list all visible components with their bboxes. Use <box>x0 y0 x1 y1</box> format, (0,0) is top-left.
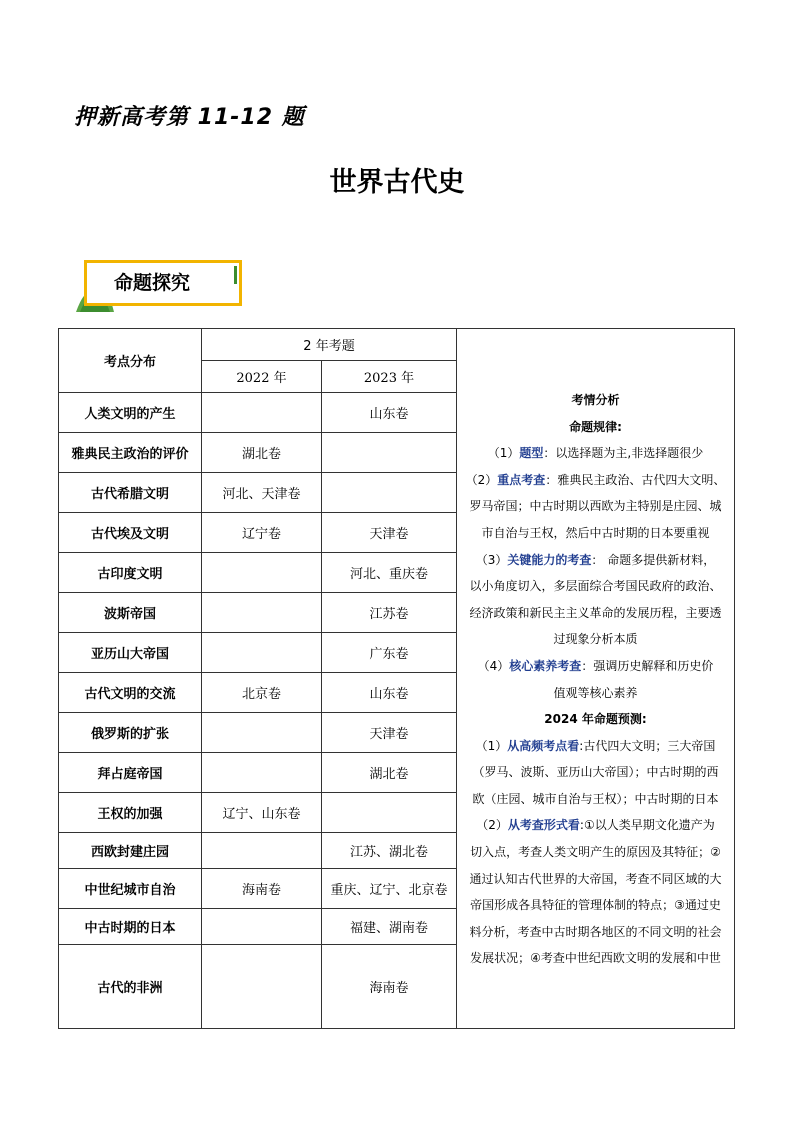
topic-cell: 俄罗斯的扩张 <box>59 713 202 753</box>
topic-cell: 古代希腊文明 <box>59 473 202 513</box>
rule-3-cont: 经济政策和新民主主义革命的发展历程，主要透 <box>469 605 722 620</box>
predict-heading: 2024 年命题预测: <box>544 712 647 727</box>
y2022-cell <box>202 393 322 433</box>
y2022-cell <box>202 945 322 1029</box>
predict-2-cont: 通过认知古代世界的大帝国，考查不同区域的大 <box>469 871 722 886</box>
analysis-cell <box>457 329 735 1029</box>
y2022-cell <box>202 633 322 673</box>
col-topic-header: 考点分布 <box>59 329 202 393</box>
topic-cell: 中古时期的日本 <box>59 909 202 945</box>
predict-1-cont: 欧（庄园、城市自治与王权）；中古时期的日本 <box>472 791 719 806</box>
y2023-cell: 广东卷 <box>322 633 457 673</box>
predict-2-cont: 料分析，考查中古时期各地区的不同文明的社会 <box>469 924 722 939</box>
predict-1: （1）从高频考点看:古代四大文明；三大帝国 <box>475 738 716 753</box>
predict-2: （2）从考查形式看:①以人类早期文化遗产为 <box>476 818 715 833</box>
topic-cell: 古代文明的交流 <box>59 673 202 713</box>
y2023-cell: 天津卷 <box>322 513 457 553</box>
y2023-cell: 福建、湖南卷 <box>322 909 457 945</box>
predict-1-cont: （罗马、波斯、亚历山大帝国）；中古时期的西 <box>472 765 719 780</box>
y2022-cell: 河北、天津卷 <box>202 473 322 513</box>
y2022-cell: 湖北卷 <box>202 433 322 473</box>
topic-cell: 亚历山大帝国 <box>59 633 202 673</box>
topic-cell: 古代的非洲 <box>59 945 202 1029</box>
y2023-cell: 海南卷 <box>322 945 457 1029</box>
y2023-cell <box>322 793 457 833</box>
y2022-cell <box>202 833 322 869</box>
topic-cell: 古代埃及文明 <box>59 513 202 553</box>
y2023-cell: 天津卷 <box>322 713 457 753</box>
y2022-cell <box>202 713 322 753</box>
y2023-cell: 江苏、湖北卷 <box>322 833 457 869</box>
rule-3: （3）关键能力的考查： 命题多提供新材料， <box>475 552 716 567</box>
page-title: 世界古代史 <box>329 167 465 198</box>
y2023-cell: 山东卷 <box>322 393 457 433</box>
topic-cell: 中世纪城市自治 <box>59 869 202 909</box>
y2023-cell <box>322 433 457 473</box>
topic-cell: 人类文明的产生 <box>59 393 202 433</box>
y2022-cell <box>202 593 322 633</box>
topic-cell: 王权的加强 <box>59 793 202 833</box>
rule-2-cont: 罗马帝国；中古时期以西欧为主特别是庄园、城 <box>469 499 722 514</box>
predict-2-cont: 发展状况；④考查中世纪西欧文明的发展和中世 <box>470 951 721 966</box>
rule-3-cont: 以小角度切入，多层面综合考国民政府的政治、 <box>469 579 722 594</box>
topic-cell: 拜占庭帝国 <box>59 753 202 793</box>
rules-heading: 命题规律: <box>569 419 622 434</box>
topic-cell: 西欧封建庄园 <box>59 833 202 869</box>
page-header-title: 押新高考第 11-12 题 <box>74 105 305 130</box>
section-badge-label: 命题探究 <box>114 272 191 294</box>
predict-2-cont: 帝国形成各具特征的管理体制的特点；③通过史 <box>470 898 721 913</box>
y2023-cell <box>322 473 457 513</box>
col-years-header: 2 年考题 <box>202 329 457 361</box>
col-2023-header: 2023 年 <box>322 361 457 393</box>
y2022-cell: 辽宁卷 <box>202 513 322 553</box>
rule-1: （1）题型：以选择题为主,非选择题很少 <box>487 446 704 461</box>
rule-2: （2）重点考查：雅典民主政治、古代四大文明、 <box>465 472 726 487</box>
y2022-cell: 北京卷 <box>202 673 322 713</box>
section-badge <box>76 258 246 314</box>
y2022-cell <box>202 753 322 793</box>
analysis-heading: 考情分析 <box>571 392 620 407</box>
topic-cell: 波斯帝国 <box>59 593 202 633</box>
y2023-cell: 湖北卷 <box>322 753 457 793</box>
y2022-cell: 辽宁、山东卷 <box>202 793 322 833</box>
y2023-cell: 河北、重庆卷 <box>322 553 457 593</box>
predict-2-cont: 切入点，考查人类文明产生的原因及其特征；② <box>470 845 721 860</box>
exam-analysis-table <box>58 328 735 1029</box>
y2022-cell: 海南卷 <box>202 869 322 909</box>
col-2022-header: 2022 年 <box>202 361 322 393</box>
y2023-cell: 山东卷 <box>322 673 457 713</box>
y2022-cell <box>202 909 322 945</box>
y2023-cell: 重庆、辽宁、北京卷 <box>322 869 457 909</box>
topic-cell: 雅典民主政治的评价 <box>59 433 202 473</box>
y2022-cell <box>202 553 322 593</box>
y2023-cell: 江苏卷 <box>322 593 457 633</box>
topic-cell: 古印度文明 <box>59 553 202 593</box>
rule-2-cont: 市自治与王权，然后中古时期的日本要重视 <box>481 525 710 540</box>
rule-4: （4）核心素养考查：强调历史解释和历史价 <box>477 658 714 673</box>
section-badge-accent <box>234 266 237 284</box>
rule-3-cont: 过现象分析本质 <box>553 632 638 647</box>
rule-4-cont: 值观等核心素养 <box>553 685 638 700</box>
